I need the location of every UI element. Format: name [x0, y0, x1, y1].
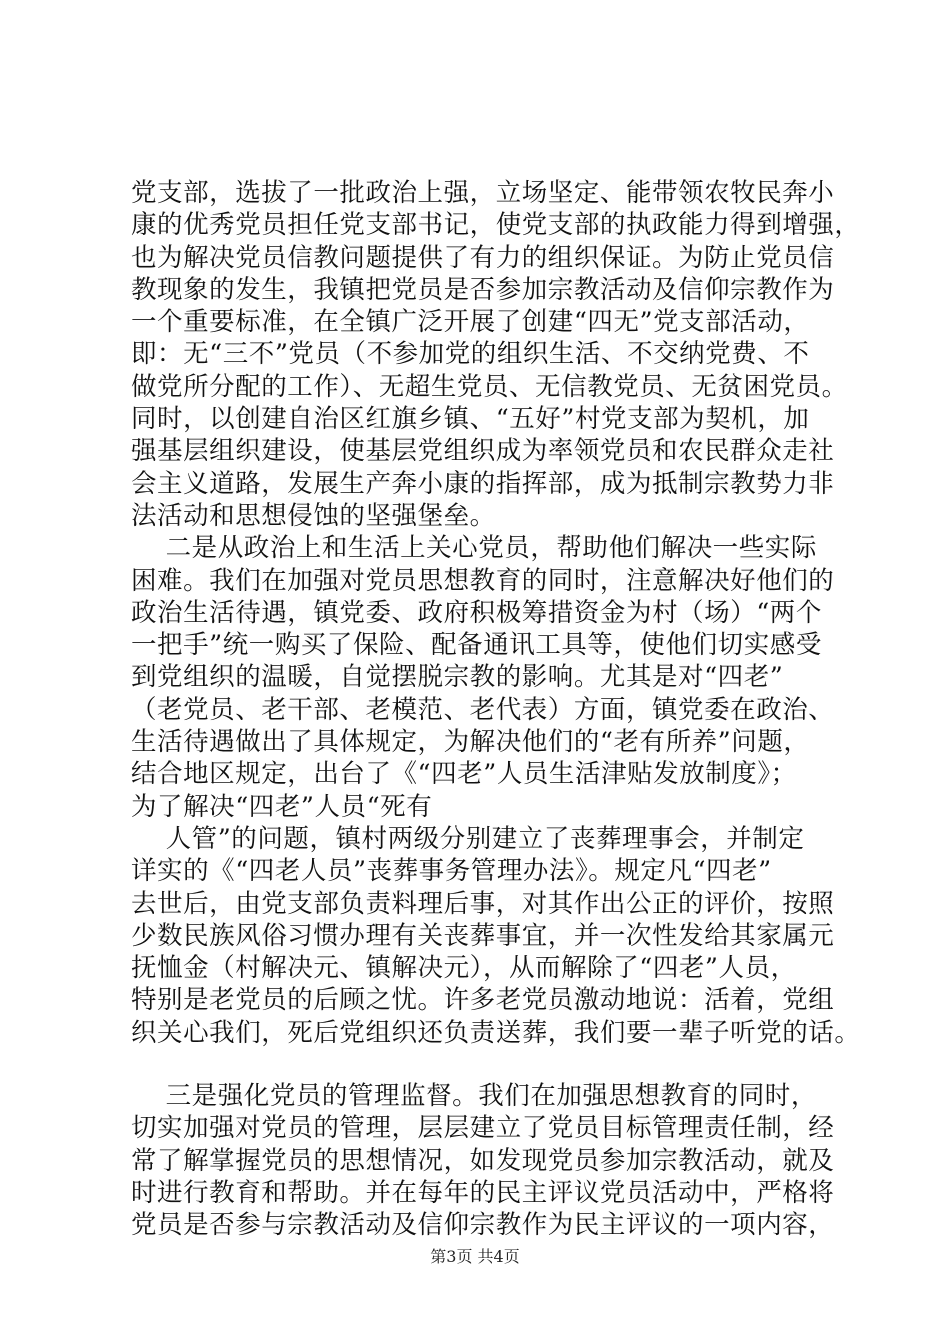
- text-line: 详实的《“四老人员”丧葬事务管理办法》。规定凡“四老”: [131, 856, 772, 887]
- text-line: 教现象的发生，我镇把党员是否参加宗教活动及信仰宗教作为: [131, 274, 835, 305]
- text-line: 一把手”统一购买了保险、配备通讯工具等，使他们切实感受: [131, 630, 822, 661]
- text-line: 常了解掌握党员的思想情况，如发现党员参加宗教活动，就及: [131, 1145, 835, 1176]
- text-line: 时进行教育和帮助。并在每年的民主评议党员活动中，严格将: [131, 1177, 835, 1208]
- text-line: 二是从政治上和生活上关心党员，帮助他们解决一些实际: [131, 533, 817, 564]
- text-line: 困难。我们在加强对党员思想教育的同时，注意解决好他们的: [131, 565, 835, 596]
- text-line: 为了解决“四老”人员“死有: [131, 791, 433, 822]
- page-footer: 第3页 共4页: [430, 1247, 520, 1266]
- paragraph-gap: [131, 1049, 851, 1080]
- text-line: 也为解决党员信教问题提供了有力的组织保证。为防止党员信: [131, 242, 835, 273]
- text-line: 抚恤金（村解决元、镇解决元），从而解除了“四老”人员，: [131, 953, 797, 984]
- text-line: （老党员、老干部、老模范、老代表）方面，镇党委在政治、: [131, 694, 835, 725]
- text-line: 切实加强对党员的管理，层层建立了党员目标管理责任制，经: [131, 1113, 835, 1144]
- text-line: 做党所分配的工作）、无超生党员、无信教党员、无贫困党员。: [131, 371, 848, 402]
- text-line: 人管”的问题，镇村两级分别建立了丧葬理事会，并制定: [131, 823, 805, 854]
- text-line: 少数民族风俗习惯办理有关丧葬事宜，并一次性发给其家属元: [131, 920, 835, 951]
- body-text: [131, 177, 861, 1242]
- text-line: 会主义道路，发展生产奔小康的指挥部，成为抵制宗教势力非: [131, 468, 835, 499]
- text-line: 党支部，选拔了一批政治上强，立场坚定、能带领农牧民奔小: [131, 178, 835, 208]
- text-line: 法活动和思想侵蚀的坚强堡垒。: [131, 500, 496, 531]
- text-line: 同时，以创建自治区红旗乡镇、“五好”村党支部为契机，加: [131, 404, 810, 435]
- text-line: 党员是否参与宗教活动及信仰宗教作为民主评议的一项内容，: [131, 1210, 835, 1241]
- text-line: 生活待遇做出了具体规定，为解决他们的“老有所养”问题，: [131, 727, 810, 758]
- text-line: 强基层组织建设，使基层党组织成为率领党员和农民群众走社: [131, 436, 835, 467]
- text-line: 到党组织的温暖，自觉摆脱宗教的影响。尤其是对“四老”: [131, 662, 784, 693]
- text-line: 康的优秀党员担任党支部书记，使党支部的执政能力得到增强，: [131, 210, 861, 241]
- text-line: 一个重要标准，在全镇广泛开展了创建“四无”党支部活动，: [131, 307, 810, 338]
- text-line: 去世后，由党支部负责料理后事，对其作出公正的评价，按照: [131, 888, 835, 919]
- text-line: 即：无“三不”党员（不参加党的组织生活、不交纳党费、不: [131, 339, 810, 370]
- text-line: 织关心我们，死后党组织还负责送葬，我们要一辈子听党的话。: [131, 1017, 861, 1048]
- text-line: 三是强化党员的管理监督。我们在加强思想教育的同时，: [131, 1081, 817, 1112]
- text-line: 特别是老党员的后顾之忧。许多老党员激动地说：活着，党组: [131, 985, 835, 1016]
- text-line: 结合地区规定，出台了《“四老”人员生活津贴发放制度》；: [131, 759, 797, 790]
- text-line: 政治生活待遇，镇党委、政府积极筹措资金为村（场）“两个: [131, 597, 822, 628]
